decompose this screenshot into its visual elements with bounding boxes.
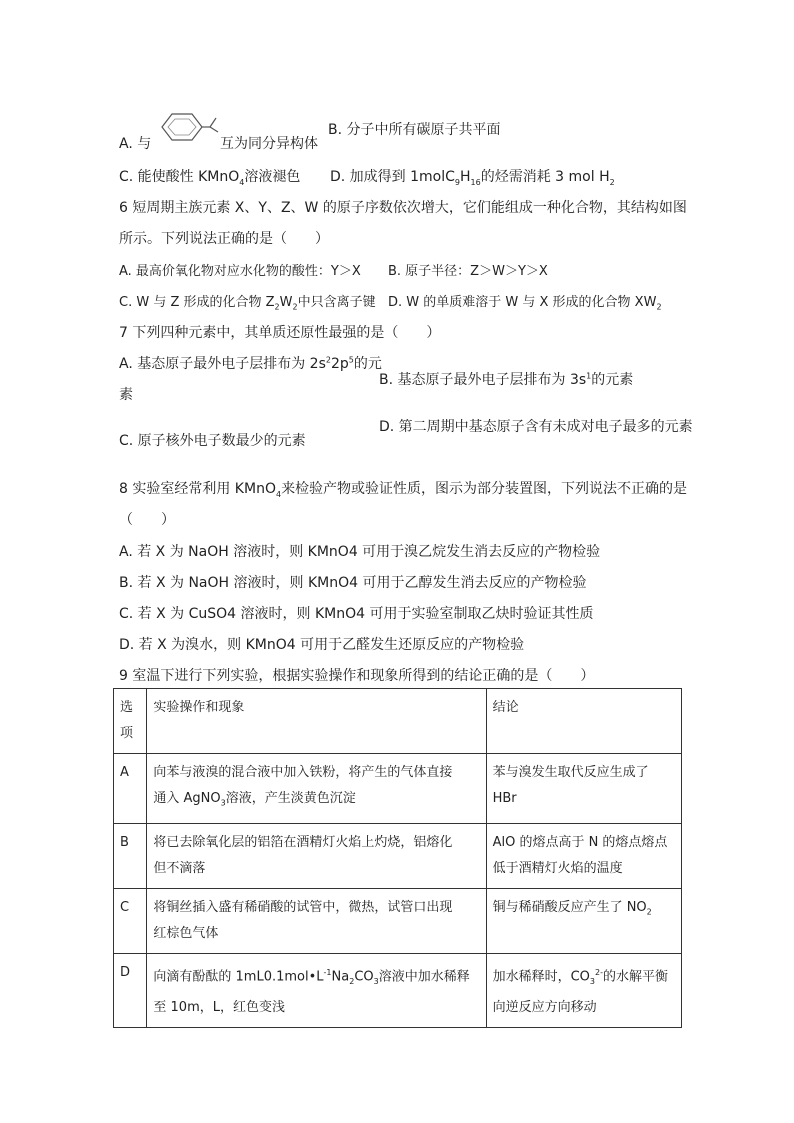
header-conclusion: 结论 (486, 689, 681, 754)
q6-stem-line2: 所示。下列说法正确的是（ ） (119, 231, 329, 247)
table-row[interactable] (114, 953, 682, 1027)
table-row[interactable] (114, 754, 682, 824)
row-conclusion: AlO 的熔点高于 N 的熔点熔点 低于酒精灯火焰的温度 (486, 823, 681, 888)
q7-option-a[interactable]: A. 基态原子最外电子层排布为 $2s^22p^5$的元 (119, 355, 382, 372)
q6-option-b[interactable]: B. 原子半径：Z＞W＞Y＞X (388, 264, 548, 279)
q7-option-b[interactable]: B. 基态原子最外电子层排布为 $3s^1$的元素 (379, 371, 634, 388)
row-operation: 将铜丝插入盛有稀硝酸的试管中，微热，试管口出现 红棕色气体 (147, 888, 486, 953)
q6-stem-line1: 6 短周期主族元素 X、Y、Z、W 的原子序数依次增大，它们能组成一种化合物，其结构如图 (119, 200, 687, 216)
row-operation: 向苯与液溴的混合液中加入铁粉，将产生的气体直接 通入 AgNO$_3$溶液，产生淡黄色沉淀 (147, 754, 486, 824)
row-conclusion: 铜与稀硝酸反应产生了 $NO_2$ (486, 888, 681, 953)
header-option: 选 项 (114, 689, 147, 754)
q8-stem-line2: （ ） (119, 512, 175, 528)
q6-option-c[interactable]: C. W 与 Z 形成的化合物 $Z_2W_2$中只含离子键 (119, 295, 376, 312)
row-option: B (114, 823, 147, 888)
q8-option-a[interactable]: A. 若 X 为 NaOH 溶液时，则 KMnO4 可用于溴乙烷发生消去反应的产物检验 (119, 544, 601, 560)
q5-option-b[interactable]: B. 分子中所有碳原子共平面 (328, 122, 501, 138)
q5-option-a[interactable]: A. 与 (119, 136, 152, 152)
header-operation: 实验操作和现象 (147, 689, 486, 754)
q9-stem: 9 室温下进行下列实验，根据实验操作和现象所得到的结论正确的是（ ） (119, 668, 595, 684)
row-option: C (114, 888, 147, 953)
q5-option-d[interactable]: D. 加成得到 $1molC_9H_{16}$的烃需消耗 3 mol $H_2$ (330, 169, 615, 187)
q7-option-a-cont: 素 (119, 387, 133, 403)
molecule-structure-icon (152, 110, 222, 144)
q7-stem: 7 下列四种元素中，其单质还原性最强的是（ ） (119, 325, 441, 341)
q6-option-d[interactable]: D. W 的单质难溶于 W 与 X 形成的化合物 $XW_2$ (388, 295, 662, 312)
q8-option-d[interactable]: D. 若 X 为溴水，则 KMnO4 可用于乙醛发生还原反应的产物检验 (119, 637, 525, 653)
q6-option-a[interactable]: A. 最高价氧化物对应水化物的酸性：Y＞X (119, 264, 361, 279)
row-operation: 向滴有酚酞的 $1mL0.1mol•L^{-1}Na_2CO_3$溶液中加水稀释 至 10m，L，红色变浅 (147, 953, 486, 1027)
q8-option-b[interactable]: B. 若 X 为 NaOH 溶液时，则 KMnO4 可用于乙醇发生消去反应的产物检验 (119, 575, 587, 591)
q5-option-c[interactable]: C. 能使酸性 KMnO$_4$溶液褪色 (119, 169, 301, 187)
row-option: D (114, 953, 147, 1027)
row-operation: 将已去除氧化层的铝箔在酒精灯火焰上灼烧，铝熔化 但不滴落 (147, 823, 486, 888)
q8-stem-line1: 8 实验室经常利用 KMnO$_4$来检验产物或验证性质，图示为部分装置图，下列说法不正确的是 (119, 481, 688, 499)
q8-option-c[interactable]: C. 若 X 为 CuSO4 溶液时，则 KMnO4 可用于实验室制取乙炔时验证其性质 (119, 606, 594, 622)
q7-option-c[interactable]: C. 原子核外电子数最少的元素 (119, 433, 306, 449)
table-row[interactable] (114, 888, 682, 953)
q7-option-d[interactable]: D. 第二周期中基态原子含有未成对电子最多的元素 (379, 419, 693, 435)
q5-option-a-suffix: 互为同分异构体 (220, 136, 318, 152)
row-conclusion: 加水稀释时，$CO_3^{2-}$的水解平衡 向逆反应方向移动 (486, 953, 681, 1027)
table-row[interactable] (114, 823, 682, 888)
row-option: A (114, 754, 147, 824)
experiment-table (113, 688, 682, 1028)
row-conclusion: 苯与溴发生取代反应生成了 HBr (486, 754, 681, 824)
table-header-row (114, 689, 682, 754)
